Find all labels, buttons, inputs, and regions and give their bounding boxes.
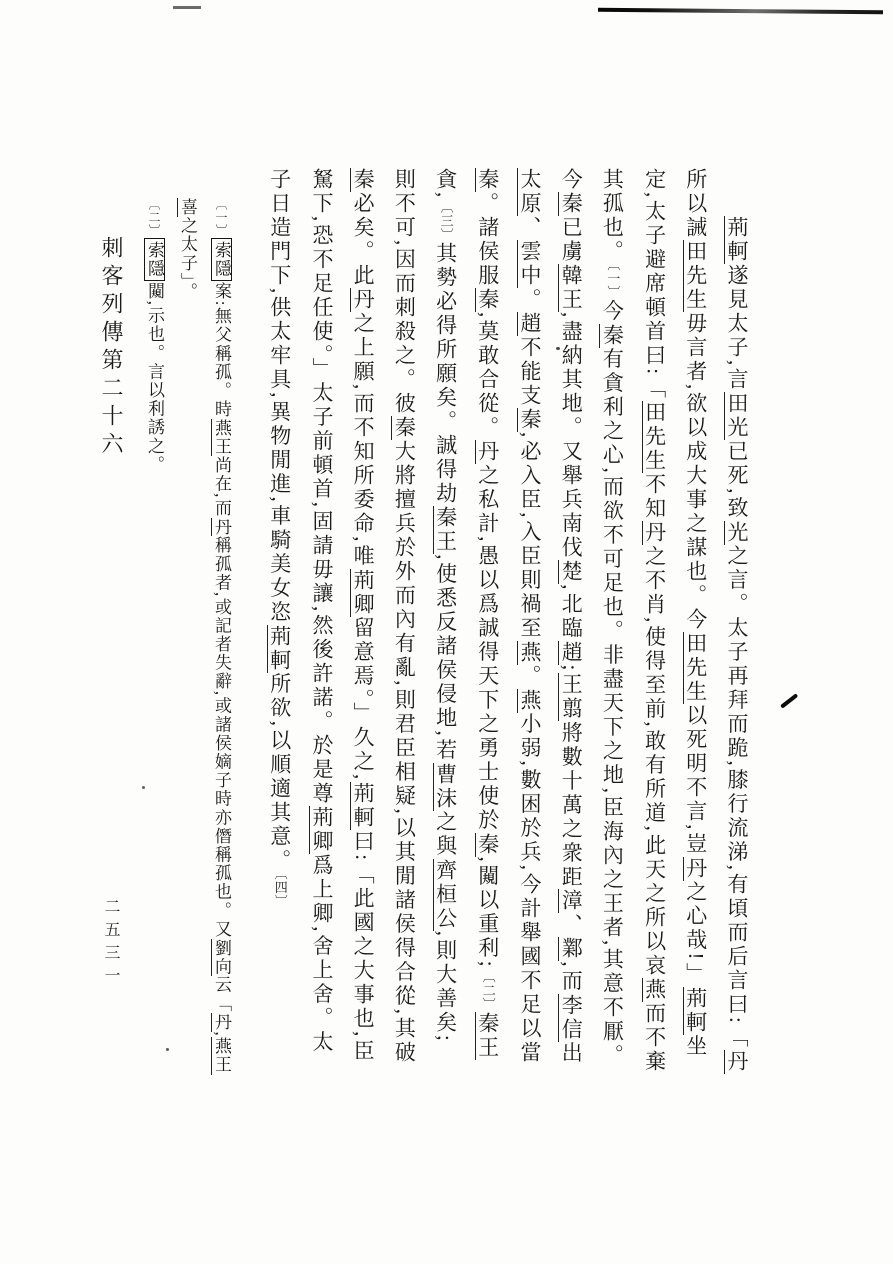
text-column	[591, 168, 633, 1146]
text-run: 所以誡	[683, 168, 708, 240]
proper-noun-underline: 丹	[475, 440, 500, 465]
text-run: 今	[600, 299, 625, 324]
text-run: 不知	[642, 473, 667, 522]
text-run: 留意焉。」久之,	[351, 616, 376, 783]
text-column	[424, 168, 466, 1146]
proper-noun-underline: 光	[725, 520, 749, 545]
proper-noun-underline: 燕	[517, 640, 542, 665]
proper-noun-underline: 趙	[559, 640, 584, 665]
text-column	[509, 168, 550, 1146]
text-run: ,則大善矣;	[433, 930, 458, 1044]
text-run: 必矣。此	[351, 192, 376, 288]
proper-noun-underline: 田光	[725, 392, 749, 441]
text-run: 而不棄	[642, 1001, 667, 1074]
proper-noun-underline: 秦	[392, 416, 417, 441]
text-column	[342, 168, 383, 1146]
scan-artifact-top-edge-line	[598, 8, 883, 14]
text-run: ,使悉反諸侯侵地,若	[433, 554, 458, 763]
proper-noun-underline: 秦王	[475, 1011, 500, 1060]
text-run: 子日造門下,供太牢具,異物閒進,車騎美女恣	[267, 168, 292, 625]
text-run: 之太子」。	[178, 216, 197, 302]
text-run: 之上願,而不知所委命,唯	[351, 312, 376, 569]
proper-noun-underline: 趙	[517, 312, 542, 336]
proper-noun-underline: 田先生	[642, 401, 667, 474]
text-run: 其孤也。	[600, 168, 625, 264]
text-run: 貪,	[433, 168, 458, 201]
text-run: 已虜	[559, 216, 584, 264]
proper-noun-underline: 田先生	[683, 632, 708, 705]
proper-noun-underline: 鄴	[559, 937, 584, 962]
text-run: 遂見太子,言	[725, 264, 749, 393]
text-run: 不能支	[517, 336, 542, 408]
proper-noun-underline: 丹	[212, 517, 231, 537]
text-run: 之私計,愚以爲誠得天下之勇士使於	[475, 464, 500, 833]
proper-noun-underline: 曹沫	[433, 762, 458, 811]
text-run: 今	[559, 168, 584, 192]
text-column	[383, 168, 424, 1146]
main-text-block	[261, 168, 757, 1146]
text-run: 。	[517, 288, 542, 312]
text-run: ,	[212, 1031, 231, 1038]
text-run: 。諸侯服	[475, 192, 500, 288]
proper-noun-underline: 韓王	[559, 264, 584, 312]
proper-noun-underline: 秦	[475, 832, 500, 857]
text-run: 駑下,恐不足任使。」太子前頓首,固請毋讓,然後許諾。於是尊	[309, 168, 334, 807]
text-column	[301, 168, 342, 1146]
proper-noun-underline: 荊卿	[309, 806, 334, 855]
text-run: 則不可,因而刺殺之。彼	[392, 168, 417, 417]
proper-noun-underline: 燕王	[212, 1037, 231, 1075]
text-run: 闚,示也。言以利誘之。	[145, 282, 164, 475]
text-run: 其勢必得所願矣。誠得劫	[433, 242, 458, 507]
text-run: ,闚以重利;	[475, 856, 500, 970]
text-column	[204, 198, 238, 1143]
proper-noun-underline: 喜	[178, 198, 197, 217]
text-run: 之與	[433, 810, 458, 859]
proper-noun-underline: 燕	[517, 688, 542, 713]
proper-noun-underline: 田先生	[683, 240, 708, 312]
text-run: ,莫敢合從。	[475, 312, 500, 441]
proper-noun-underline: 王翦	[559, 673, 584, 722]
proper-noun-underline: 雲中	[517, 240, 542, 288]
text-run: ,必入臣,入臣則禍至	[517, 432, 542, 641]
text-column	[675, 168, 716, 1146]
text-run: 坐	[683, 1034, 708, 1059]
proper-noun-underline: 荊軻	[267, 624, 292, 673]
proper-noun-underline: 丹	[683, 856, 708, 881]
proper-noun-underline: 太原	[517, 168, 542, 216]
commentary-source-label: 索隱	[144, 238, 165, 281]
proper-noun-underline: 秦	[559, 192, 584, 216]
text-run: 案:無父稱孤。時	[212, 282, 231, 419]
text-run: ,北臨	[559, 584, 584, 641]
proper-noun-underline: 劉向	[212, 938, 231, 976]
proper-noun-underline: 秦王	[433, 506, 458, 555]
text-run: ;	[559, 664, 584, 674]
text-run: 已死,致	[725, 440, 749, 521]
proper-noun-underline: 丹	[351, 288, 376, 312]
text-run: 出	[559, 1041, 584, 1066]
proper-noun-underline: 燕王	[212, 418, 231, 456]
text-run: 定,太子避席頓首曰:「	[642, 168, 667, 402]
note-marker: 〔三〕	[438, 200, 454, 243]
proper-noun-underline: 漳	[559, 889, 584, 914]
text-run: 以死明不言,豈	[683, 704, 708, 857]
proper-noun-underline: 荊軻	[683, 986, 708, 1035]
proper-noun-underline: 秦	[351, 168, 376, 192]
text-run: 稱孤者,或記者失辭,或諸侯嫡子時亦僭稱孤也。又	[212, 536, 231, 939]
text-run: 、	[559, 913, 584, 938]
proper-noun-underline: 丹	[725, 1049, 749, 1074]
proper-noun-underline: 秦	[475, 288, 500, 312]
commentary-source-label: 索隱	[211, 238, 232, 281]
proper-noun-underline: 秦	[600, 323, 625, 348]
text-run: 之心哉!」	[683, 880, 708, 987]
note-marker: 〔四〕	[272, 873, 288, 909]
text-run: ,而	[559, 961, 584, 994]
scan-artifact-pen-tick	[780, 693, 798, 708]
note-marker: 〔二〕	[147, 198, 161, 237]
text-column	[171, 198, 204, 1143]
text-run: 大將擅兵於外而內有亂,則君臣相疑,以其閒諸侯得合從,其破	[392, 440, 417, 1065]
note-marker: 〔一〕	[214, 198, 228, 237]
text-column	[137, 198, 171, 1143]
proper-noun-underline: 齊桓公	[433, 858, 458, 931]
proper-noun-underline: 荊軻	[351, 782, 376, 831]
text-column	[716, 168, 757, 1194]
note-marker: 〔一〕	[605, 264, 621, 300]
text-run: 所欲,以順適其意。	[267, 672, 292, 873]
proper-noun-underline: 燕	[642, 977, 667, 1002]
proper-noun-underline: 荊卿	[351, 568, 376, 617]
text-run: 、	[517, 216, 542, 240]
text-run: 爲上卿,舍上舍。太	[309, 854, 334, 1055]
text-column	[259, 168, 301, 1146]
text-run: 之不肖,使得至前,敢有所道,此天之所以哀	[642, 545, 667, 978]
commentary-block	[138, 198, 238, 1143]
text-run: 尚在,而	[212, 455, 231, 518]
text-run: 小弱,數困於兵,今計舉國不足以當	[517, 712, 542, 1065]
text-column	[467, 168, 509, 1146]
text-run: 之言。太子再拜而跪,膝行流涕,有頃而后言曰:「	[725, 544, 749, 1050]
scan-artifact-top-dash	[173, 6, 201, 9]
text-run: 將數十萬之衆距	[559, 721, 584, 890]
proper-noun-underline: 荊軻	[725, 216, 749, 264]
text-run: 。	[517, 664, 542, 689]
note-marker: 〔二〕	[480, 969, 496, 1012]
text-column	[633, 168, 674, 1146]
text-run: ,盡納其地。又舉兵南伐	[559, 312, 584, 561]
proper-noun-underline: 楚	[559, 560, 584, 585]
running-title: 刺客列傳第二十六	[99, 236, 124, 460]
proper-noun-underline: 李信	[559, 993, 584, 1042]
text-run: 有貪利之心,而欲不可足也。非盡天下之地,臣海內之王者,其意不厭。	[600, 347, 625, 1069]
proper-noun-underline: 丹	[212, 1012, 231, 1032]
proper-noun-underline: 丹	[642, 521, 667, 546]
text-run: 曰:「此國之大事也,臣	[351, 830, 376, 1064]
proper-noun-underline: 秦	[475, 168, 500, 192]
text-run: 云「	[212, 975, 231, 1013]
page-number: 二五三一	[102, 898, 119, 990]
text-run: 毋言者,欲以成大事之謀也。今	[683, 312, 708, 633]
proper-noun-underline: 秦	[517, 408, 542, 432]
text-column	[550, 168, 591, 1146]
